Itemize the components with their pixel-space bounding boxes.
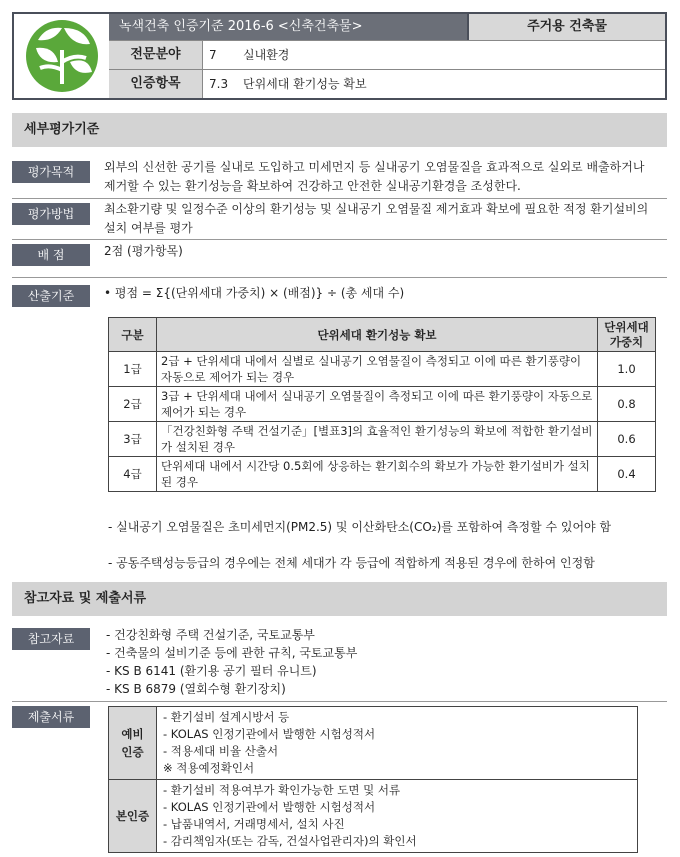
- col-header-desc: 단위세대 환기성능 확보: [157, 318, 598, 352]
- submission-group: [109, 707, 638, 780]
- table-row: [109, 422, 656, 457]
- list-item: - 환기설비 적용여부가 확인가능한 도면 및 서류: [163, 783, 401, 797]
- col-header-weight: 단위세대 가중치: [598, 318, 656, 352]
- list-item: - 납품내역서, 거래명세서, 설치 사진: [163, 817, 345, 831]
- desc-cell: 「건강친화형 주택 건설기준」[별표3]의 효율적인 환기성능의 확보에 적합한 환기설비가 설치된 경우: [157, 422, 598, 457]
- grade-cell: 2급: [109, 387, 157, 422]
- item-label: 인증항목: [109, 70, 203, 98]
- item-row: [109, 69, 665, 98]
- criteria-label: 산출기준: [12, 285, 90, 307]
- group-header-line: 인증: [121, 745, 144, 759]
- method-label: 평가방법: [12, 203, 90, 225]
- field-value: 실내환경: [243, 48, 290, 62]
- weight-cell: 1.0: [598, 352, 656, 387]
- weight-cell: 0.6: [598, 422, 656, 457]
- list-item: - 적용세대 비율 산출서: [163, 744, 279, 758]
- list-item: - 감리책임자(또는 감독, 건설사업관리자)의 확인서: [163, 834, 417, 848]
- method-text: 최소환기량 및 일정수준 이상의 환기성능 및 실내공기 오염물질 제거효과 확보에 필요한 적정 환기설비의 설치 여부를 평가: [104, 202, 649, 235]
- field-label: 전문분야: [109, 41, 203, 69]
- group-header: [109, 707, 157, 780]
- list-item: - KOLAS 인정기관에서 발행한 시험성적서: [163, 727, 376, 741]
- table-row: [109, 457, 656, 492]
- standard-title: 녹색건축 인증기준 2016-6 <신축건축물>: [109, 14, 467, 40]
- desc-cell: 3급 + 단위세대 내에서 실내공기 오염물질이 측정되고 이에 따른 환기풍량이 자동으로 제어가 되는 경우: [157, 387, 598, 422]
- leaf-logo-icon: [24, 18, 100, 94]
- table-header-row: [109, 318, 656, 352]
- list-item: ※ 적용예정확인서: [163, 761, 255, 775]
- desc-cell: 단위세대 내에서 시간당 0.5회에 상응하는 환기회수의 확보가 가능한 환기설비가 설치된 경우: [157, 457, 598, 492]
- grade-table: [108, 317, 656, 492]
- submissions-table: [108, 706, 638, 853]
- score-label: 배 점: [12, 244, 90, 266]
- certification-header: [12, 12, 667, 100]
- reference-item: - KS B 6879 (열회수형 환기장치): [106, 682, 286, 696]
- list-item: - 환기설비 설계시방서 등: [163, 710, 290, 724]
- formula-text: • 평점 = Σ{(단위세대 가중치) × (배점)} ÷ (총 세대 수): [104, 286, 405, 300]
- divider: [12, 701, 667, 702]
- submission-group: [109, 780, 638, 853]
- reference-item: - 건강친화형 주택 건설기준, 국토교통부: [106, 628, 315, 642]
- field-code: 7: [209, 48, 217, 62]
- note-item: - 실내공기 오염물질은 초미세먼지(PM2.5) 및 이산화탄소(CO₂)를 포함하여 측정할 수 있어야 함: [108, 520, 612, 534]
- divider: [12, 277, 667, 278]
- grade-cell: 1급: [109, 352, 157, 387]
- section-references-submissions: 참고자료 및 제출서류: [12, 582, 667, 616]
- group-items: [157, 707, 638, 780]
- divider: [12, 198, 667, 199]
- building-type: 주거용 건축물: [467, 14, 665, 40]
- references-label: 참고자료: [12, 628, 90, 650]
- desc-cell: 2급 + 단위세대 내에서 실별로 실내공기 오염물질이 측정되고 이에 따른 환기풍량이 자동으로 제어가 되는 경우: [157, 352, 598, 387]
- section-detailed-criteria: 세부평가기준: [12, 113, 667, 147]
- field-row: [109, 40, 665, 69]
- reference-item: - 건축물의 설비기준 등에 관한 규칙, 국토교통부: [106, 646, 358, 660]
- table-row: [109, 352, 656, 387]
- purpose-text: 외부의 신선한 공기를 실내로 도입하고 미세먼지 등 실내공기 오염물질을 효과적으로 실외로 배출하거나 제거할 수 있는 환기성능을 확보하여 건강하고 안전한 실내공기환경을 조성한다.: [104, 160, 645, 193]
- group-header-line: 본인증: [115, 809, 150, 823]
- weight-cell: 0.4: [598, 457, 656, 492]
- group-header: [109, 780, 157, 853]
- group-items: [157, 780, 638, 853]
- table-row: [109, 387, 656, 422]
- purpose-label: 평가목적: [12, 161, 90, 183]
- grade-cell: 4급: [109, 457, 157, 492]
- list-item: - KOLAS 인정기관에서 발행한 시험성적서: [163, 800, 376, 814]
- grade-cell: 3급: [109, 422, 157, 457]
- submissions-label: 제출서류: [12, 706, 90, 728]
- reference-item: - KS B 6141 (환기용 공기 필터 유니트): [106, 664, 317, 678]
- weight-cell: 0.8: [598, 387, 656, 422]
- note-item: - 공동주택성능등급의 경우에는 전체 세대가 각 등급에 적합하게 적용된 경우에 한하여 인정함: [108, 556, 595, 570]
- item-value: 단위세대 환기성능 확보: [243, 77, 367, 91]
- item-code: 7.3: [209, 77, 229, 91]
- green-building-logo: [14, 14, 109, 98]
- group-header-line: 예비: [121, 727, 144, 741]
- divider: [12, 239, 667, 240]
- score-text: 2점 (평가항목): [104, 244, 183, 258]
- col-header-grade: 구분: [109, 318, 157, 352]
